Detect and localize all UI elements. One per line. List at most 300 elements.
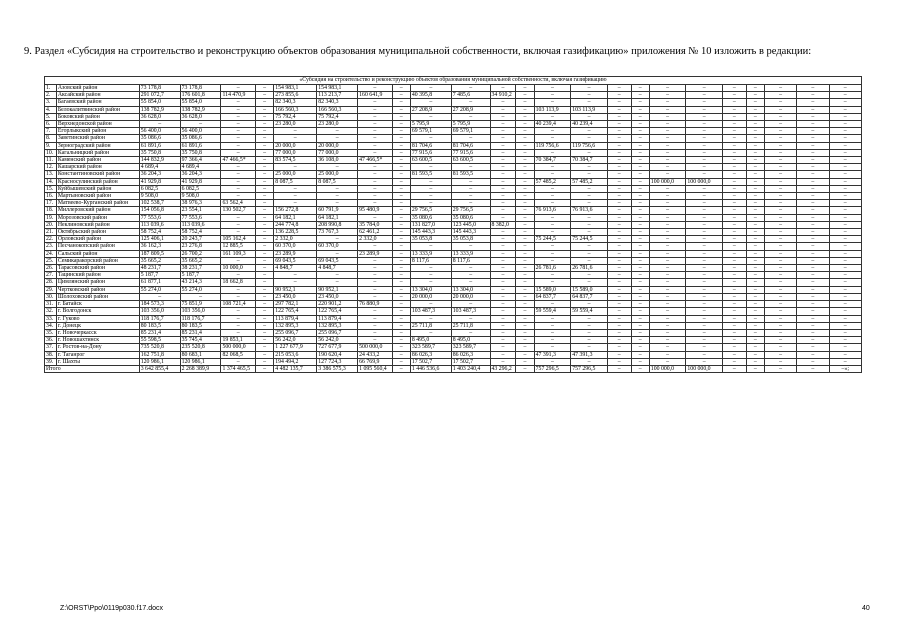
value-cell: – <box>410 85 451 92</box>
value-cell: 90 952,1 <box>274 286 317 293</box>
value-cell: – <box>451 315 490 322</box>
value-cell: – <box>221 315 255 322</box>
value-cell: – <box>255 157 273 164</box>
value-cell: – <box>607 193 631 200</box>
table-row <box>45 135 862 142</box>
value-cell: – <box>358 164 392 171</box>
value-cell: 58 752,4 <box>139 229 180 236</box>
value-cell: – <box>829 185 861 192</box>
value-cell: 55 274,0 <box>139 286 180 293</box>
value-cell: – <box>764 214 796 221</box>
value-cell: – <box>490 200 516 207</box>
value-cell: – <box>534 92 571 99</box>
value-cell: – <box>686 149 723 156</box>
value-cell: – <box>797 315 829 322</box>
value-cell: 81 593,5 <box>410 171 451 178</box>
table-row <box>45 214 862 221</box>
value-cell: – <box>829 171 861 178</box>
value-cell: 6 082,5 <box>139 185 180 192</box>
value-cell: – <box>571 337 608 344</box>
value-cell: 35 750,8 <box>180 149 221 156</box>
value-cell: – <box>358 128 392 135</box>
table-row <box>45 200 862 207</box>
table-row <box>45 106 862 113</box>
value-cell: 35 053,8 <box>451 236 490 243</box>
value-cell: – <box>686 286 723 293</box>
value-cell: – <box>317 272 358 279</box>
value-cell: 235 520,8 <box>180 344 221 351</box>
value-cell: – <box>722 142 746 149</box>
value-cell: 291 072,7 <box>139 92 180 99</box>
value-cell: – <box>722 279 746 286</box>
value-cell: – <box>649 272 686 279</box>
value-cell: – <box>255 229 273 236</box>
table-row <box>45 128 862 135</box>
value-cell: – <box>490 99 516 106</box>
district-name-cell: Шолоховский район <box>56 293 139 300</box>
total-value-cell: – <box>607 365 631 372</box>
table-row <box>45 236 862 243</box>
value-cell: – <box>746 178 764 185</box>
value-cell: – <box>722 301 746 308</box>
value-cell: – <box>722 128 746 135</box>
value-cell: – <box>410 243 451 250</box>
value-cell: – <box>797 243 829 250</box>
value-cell: – <box>571 99 608 106</box>
value-cell: – <box>631 113 649 120</box>
value-cell: – <box>797 293 829 300</box>
value-cell: – <box>410 279 451 286</box>
value-cell: – <box>392 171 410 178</box>
value-cell: – <box>221 329 255 336</box>
value-cell: – <box>516 193 534 200</box>
value-cell: – <box>490 329 516 336</box>
row-number-cell: 25. <box>45 257 57 264</box>
total-value-cell: – <box>255 365 273 372</box>
value-cell: 75 244,5 <box>534 236 571 243</box>
value-cell: 156 272,8 <box>274 207 317 214</box>
value-cell: 70 384,7 <box>571 157 608 164</box>
value-cell: 118 176,7 <box>139 315 180 322</box>
value-cell: – <box>649 250 686 257</box>
value-cell: – <box>746 322 764 329</box>
value-cell: – <box>607 85 631 92</box>
value-cell: – <box>255 142 273 149</box>
value-cell: 255 096,7 <box>274 329 317 336</box>
value-cell: 2 332,0 <box>274 236 317 243</box>
value-cell: – <box>571 113 608 120</box>
value-cell: – <box>686 257 723 264</box>
row-number-cell: 37. <box>45 344 57 351</box>
value-cell: 103 113,9 <box>534 106 571 113</box>
table-row <box>45 99 862 106</box>
value-cell: – <box>797 221 829 228</box>
value-cell: – <box>534 85 571 92</box>
value-cell: – <box>392 214 410 221</box>
total-value-cell: 4 482 135,7 <box>274 365 317 372</box>
table-row <box>45 250 862 257</box>
table-row <box>45 193 862 200</box>
value-cell: – <box>607 329 631 336</box>
row-number-cell: 16. <box>45 193 57 200</box>
value-cell: – <box>764 250 796 257</box>
value-cell: – <box>607 221 631 228</box>
value-cell: – <box>516 149 534 156</box>
value-cell: – <box>451 279 490 286</box>
value-cell: – <box>516 337 534 344</box>
value-cell: 35 053,8 <box>410 236 451 243</box>
value-cell: – <box>649 344 686 351</box>
value-cell: – <box>722 178 746 185</box>
value-cell: – <box>274 272 317 279</box>
value-cell: 8 117,6 <box>410 257 451 264</box>
total-value-cell: – <box>516 365 534 372</box>
value-cell: – <box>686 279 723 286</box>
total-value-cell: 100 000,0 <box>686 365 723 372</box>
value-cell: 176 601,8 <box>180 92 221 99</box>
value-cell: – <box>764 329 796 336</box>
district-name-cell: г. Новошахтинск <box>56 337 139 344</box>
value-cell: – <box>410 200 451 207</box>
value-cell: – <box>829 92 861 99</box>
value-cell: – <box>392 286 410 293</box>
value-cell: – <box>829 207 861 214</box>
table-row <box>45 113 862 120</box>
value-cell: – <box>221 308 255 315</box>
value-cell: – <box>221 358 255 365</box>
value-cell: – <box>797 265 829 272</box>
value-cell: – <box>358 293 392 300</box>
row-number-cell: 20. <box>45 221 57 228</box>
value-cell: 56 400,0 <box>139 128 180 135</box>
value-cell: – <box>534 128 571 135</box>
value-cell: – <box>829 358 861 365</box>
value-cell: – <box>722 149 746 156</box>
value-cell: – <box>722 308 746 315</box>
value-cell: – <box>686 308 723 315</box>
value-cell: 103 356,0 <box>180 308 221 315</box>
value-cell: – <box>516 171 534 178</box>
value-cell: – <box>490 157 516 164</box>
value-cell: – <box>571 329 608 336</box>
value-cell: 47 391,3 <box>534 351 571 358</box>
value-cell: 76 880,9 <box>358 301 392 308</box>
value-cell: – <box>829 214 861 221</box>
value-cell: – <box>607 272 631 279</box>
value-cell: – <box>631 301 649 308</box>
value-cell: – <box>180 121 221 128</box>
value-cell: – <box>797 185 829 192</box>
district-name-cell: Багаевский район <box>56 99 139 106</box>
value-cell: – <box>255 337 273 344</box>
value-cell: – <box>746 135 764 142</box>
value-cell: 35 086,6 <box>180 135 221 142</box>
value-cell: – <box>534 221 571 228</box>
value-cell: – <box>797 193 829 200</box>
value-cell: – <box>255 236 273 243</box>
value-cell: – <box>358 135 392 142</box>
district-name-cell: Морозовский район <box>56 214 139 221</box>
total-label-cell: Итого <box>45 365 140 372</box>
value-cell: – <box>255 315 273 322</box>
value-cell: – <box>516 106 534 113</box>
value-cell: 138 782,9 <box>139 106 180 113</box>
row-number-cell: 27. <box>45 272 57 279</box>
value-cell: – <box>631 193 649 200</box>
value-cell: – <box>607 308 631 315</box>
value-cell: – <box>764 265 796 272</box>
total-value-cell: – <box>764 365 796 372</box>
value-cell: – <box>631 265 649 272</box>
value-cell: – <box>451 185 490 192</box>
value-cell: – <box>686 157 723 164</box>
value-cell: – <box>516 236 534 243</box>
value-cell: 9 508,0 <box>139 193 180 200</box>
value-cell: – <box>607 149 631 156</box>
value-cell: 160 641,9 <box>358 92 392 99</box>
value-cell: 113 879,4 <box>274 315 317 322</box>
value-cell: – <box>274 193 317 200</box>
value-cell: – <box>607 315 631 322</box>
value-cell: 35 784,0 <box>358 221 392 228</box>
value-cell: – <box>607 229 631 236</box>
value-cell: 13 333,9 <box>451 250 490 257</box>
value-cell: – <box>686 301 723 308</box>
value-cell: – <box>797 301 829 308</box>
value-cell: – <box>829 329 861 336</box>
value-cell: 64 182,1 <box>274 214 317 221</box>
table-row <box>45 286 862 293</box>
value-cell: – <box>490 214 516 221</box>
value-cell: 57 485,2 <box>571 178 608 185</box>
value-cell: – <box>764 121 796 128</box>
value-cell: – <box>649 257 686 264</box>
value-cell: 55 598,5 <box>139 337 180 344</box>
value-cell: – <box>255 200 273 207</box>
value-cell: – <box>490 250 516 257</box>
value-cell: – <box>255 85 273 92</box>
value-cell: – <box>829 193 861 200</box>
value-cell: – <box>746 279 764 286</box>
value-cell: – <box>392 85 410 92</box>
value-cell: – <box>534 329 571 336</box>
value-cell: – <box>631 337 649 344</box>
value-cell: – <box>571 85 608 92</box>
value-cell: 113 039,6 <box>139 221 180 228</box>
value-cell: 63 562,4 <box>221 200 255 207</box>
value-cell: 27 208,9 <box>410 106 451 113</box>
value-cell: 20 000,0 <box>451 293 490 300</box>
value-cell: – <box>797 351 829 358</box>
value-cell: 47 466,5* <box>358 157 392 164</box>
value-cell: 100 000,0 <box>649 178 686 185</box>
value-cell: – <box>490 178 516 185</box>
table-row <box>45 329 862 336</box>
value-cell: – <box>490 229 516 236</box>
value-cell: – <box>490 286 516 293</box>
value-cell: 47 391,3 <box>571 351 608 358</box>
value-cell: 27 208,9 <box>451 106 490 113</box>
value-cell: – <box>358 106 392 113</box>
value-cell: – <box>516 301 534 308</box>
value-cell: 38 976,3 <box>180 200 221 207</box>
value-cell: – <box>686 293 723 300</box>
value-cell: – <box>534 113 571 120</box>
district-name-cell: Тарасовский район <box>56 265 139 272</box>
value-cell: – <box>392 157 410 164</box>
value-cell: – <box>571 221 608 228</box>
district-name-cell: Белокалитвинский район <box>56 106 139 113</box>
value-cell: 64 837,7 <box>534 293 571 300</box>
value-cell: – <box>764 229 796 236</box>
district-name-cell: Неклиновский район <box>56 221 139 228</box>
value-cell: – <box>571 315 608 322</box>
value-cell: – <box>274 128 317 135</box>
value-cell: – <box>649 113 686 120</box>
value-cell: – <box>358 193 392 200</box>
value-cell: – <box>631 178 649 185</box>
value-cell: 57 485,2 <box>534 178 571 185</box>
value-cell: – <box>722 236 746 243</box>
value-cell: – <box>797 178 829 185</box>
value-cell: 48 231,7 <box>139 265 180 272</box>
district-name-cell: Миллеровский район <box>56 207 139 214</box>
value-cell: – <box>221 113 255 120</box>
value-cell: – <box>829 121 861 128</box>
row-number-cell: 36. <box>45 337 57 344</box>
value-cell: – <box>221 128 255 135</box>
value-cell: – <box>649 193 686 200</box>
value-cell: – <box>829 301 861 308</box>
value-cell: 1 227 677,9 <box>274 344 317 351</box>
row-number-cell: 38. <box>45 351 57 358</box>
value-cell: 103 487,3 <box>410 308 451 315</box>
value-cell: – <box>746 193 764 200</box>
value-cell: – <box>686 106 723 113</box>
value-cell: – <box>392 279 410 286</box>
row-number-cell: 17. <box>45 200 57 207</box>
value-cell: – <box>358 113 392 120</box>
value-cell: – <box>571 171 608 178</box>
value-cell: 8 495,0 <box>451 337 490 344</box>
value-cell: 118 176,7 <box>180 315 221 322</box>
row-number-cell: 35. <box>45 329 57 336</box>
value-cell: 208 990,8 <box>317 221 358 228</box>
value-cell: 8 117,6 <box>451 257 490 264</box>
value-cell: – <box>649 135 686 142</box>
value-cell: – <box>631 293 649 300</box>
value-cell: – <box>221 229 255 236</box>
total-value-cell: 1 374 465,5 <box>221 365 255 372</box>
value-cell: – <box>686 214 723 221</box>
value-cell: 17 502,7 <box>410 358 451 365</box>
value-cell: 80 683,1 <box>180 351 221 358</box>
value-cell: – <box>490 128 516 135</box>
value-cell: – <box>829 308 861 315</box>
value-cell: – <box>392 265 410 272</box>
value-cell: 7 485,6 <box>451 92 490 99</box>
row-number-cell: 3. <box>45 99 57 106</box>
value-cell: – <box>139 293 180 300</box>
value-cell: – <box>516 164 534 171</box>
value-cell: – <box>358 279 392 286</box>
value-cell: – <box>451 85 490 92</box>
value-cell: – <box>631 171 649 178</box>
value-cell: – <box>631 322 649 329</box>
value-cell: – <box>722 207 746 214</box>
value-cell: – <box>410 164 451 171</box>
value-cell: 23 450,0 <box>317 293 358 300</box>
district-name-cell: г. Таганрог <box>56 351 139 358</box>
value-cell: – <box>746 207 764 214</box>
value-cell: 83 574,5 <box>274 157 317 164</box>
value-cell: – <box>722 193 746 200</box>
value-cell: – <box>571 200 608 207</box>
value-cell: – <box>571 243 608 250</box>
value-cell: 41 929,8 <box>180 178 221 185</box>
total-value-cell: – <box>797 365 829 372</box>
value-cell: – <box>516 135 534 142</box>
value-cell: – <box>797 272 829 279</box>
row-number-cell: 14. <box>45 178 57 185</box>
value-cell: – <box>722 257 746 264</box>
value-cell: 97 366,4 <box>180 157 221 164</box>
value-cell: – <box>255 329 273 336</box>
value-cell: – <box>631 344 649 351</box>
value-cell: – <box>797 157 829 164</box>
value-cell: 123 445,0 <box>451 221 490 228</box>
value-cell: – <box>829 106 861 113</box>
value-cell: – <box>722 171 746 178</box>
total-value-cell: –»; <box>829 365 861 372</box>
value-cell: 244 774,8 <box>274 221 317 228</box>
value-cell: – <box>490 337 516 344</box>
value-cell: – <box>358 214 392 221</box>
value-cell: – <box>764 257 796 264</box>
value-cell: – <box>722 358 746 365</box>
value-cell: – <box>571 344 608 351</box>
value-cell: – <box>607 301 631 308</box>
value-cell: – <box>722 200 746 207</box>
value-cell: – <box>722 265 746 272</box>
value-cell: 120 986,1 <box>180 358 221 365</box>
value-cell: 86 026,3 <box>410 351 451 358</box>
value-cell: – <box>571 149 608 156</box>
value-cell: 105 162,4 <box>221 236 255 243</box>
value-cell: – <box>686 164 723 171</box>
value-cell: – <box>534 301 571 308</box>
value-cell: – <box>534 164 571 171</box>
value-cell: – <box>490 171 516 178</box>
value-cell: – <box>221 178 255 185</box>
value-cell: – <box>410 272 451 279</box>
value-cell: – <box>571 185 608 192</box>
value-cell: 36 108,0 <box>317 157 358 164</box>
value-cell: – <box>722 293 746 300</box>
value-cell: – <box>722 243 746 250</box>
value-cell: – <box>392 113 410 120</box>
value-cell: – <box>746 128 764 135</box>
district-name-cell: Матвеево-Курганский район <box>56 200 139 207</box>
value-cell: 36 162,3 <box>139 243 180 250</box>
value-cell: – <box>392 149 410 156</box>
table-row <box>45 337 862 344</box>
value-cell: – <box>534 99 571 106</box>
value-cell: 59 559,4 <box>534 308 571 315</box>
row-number-cell: 11. <box>45 157 57 164</box>
value-cell: – <box>797 214 829 221</box>
row-number-cell: 9. <box>45 142 57 149</box>
